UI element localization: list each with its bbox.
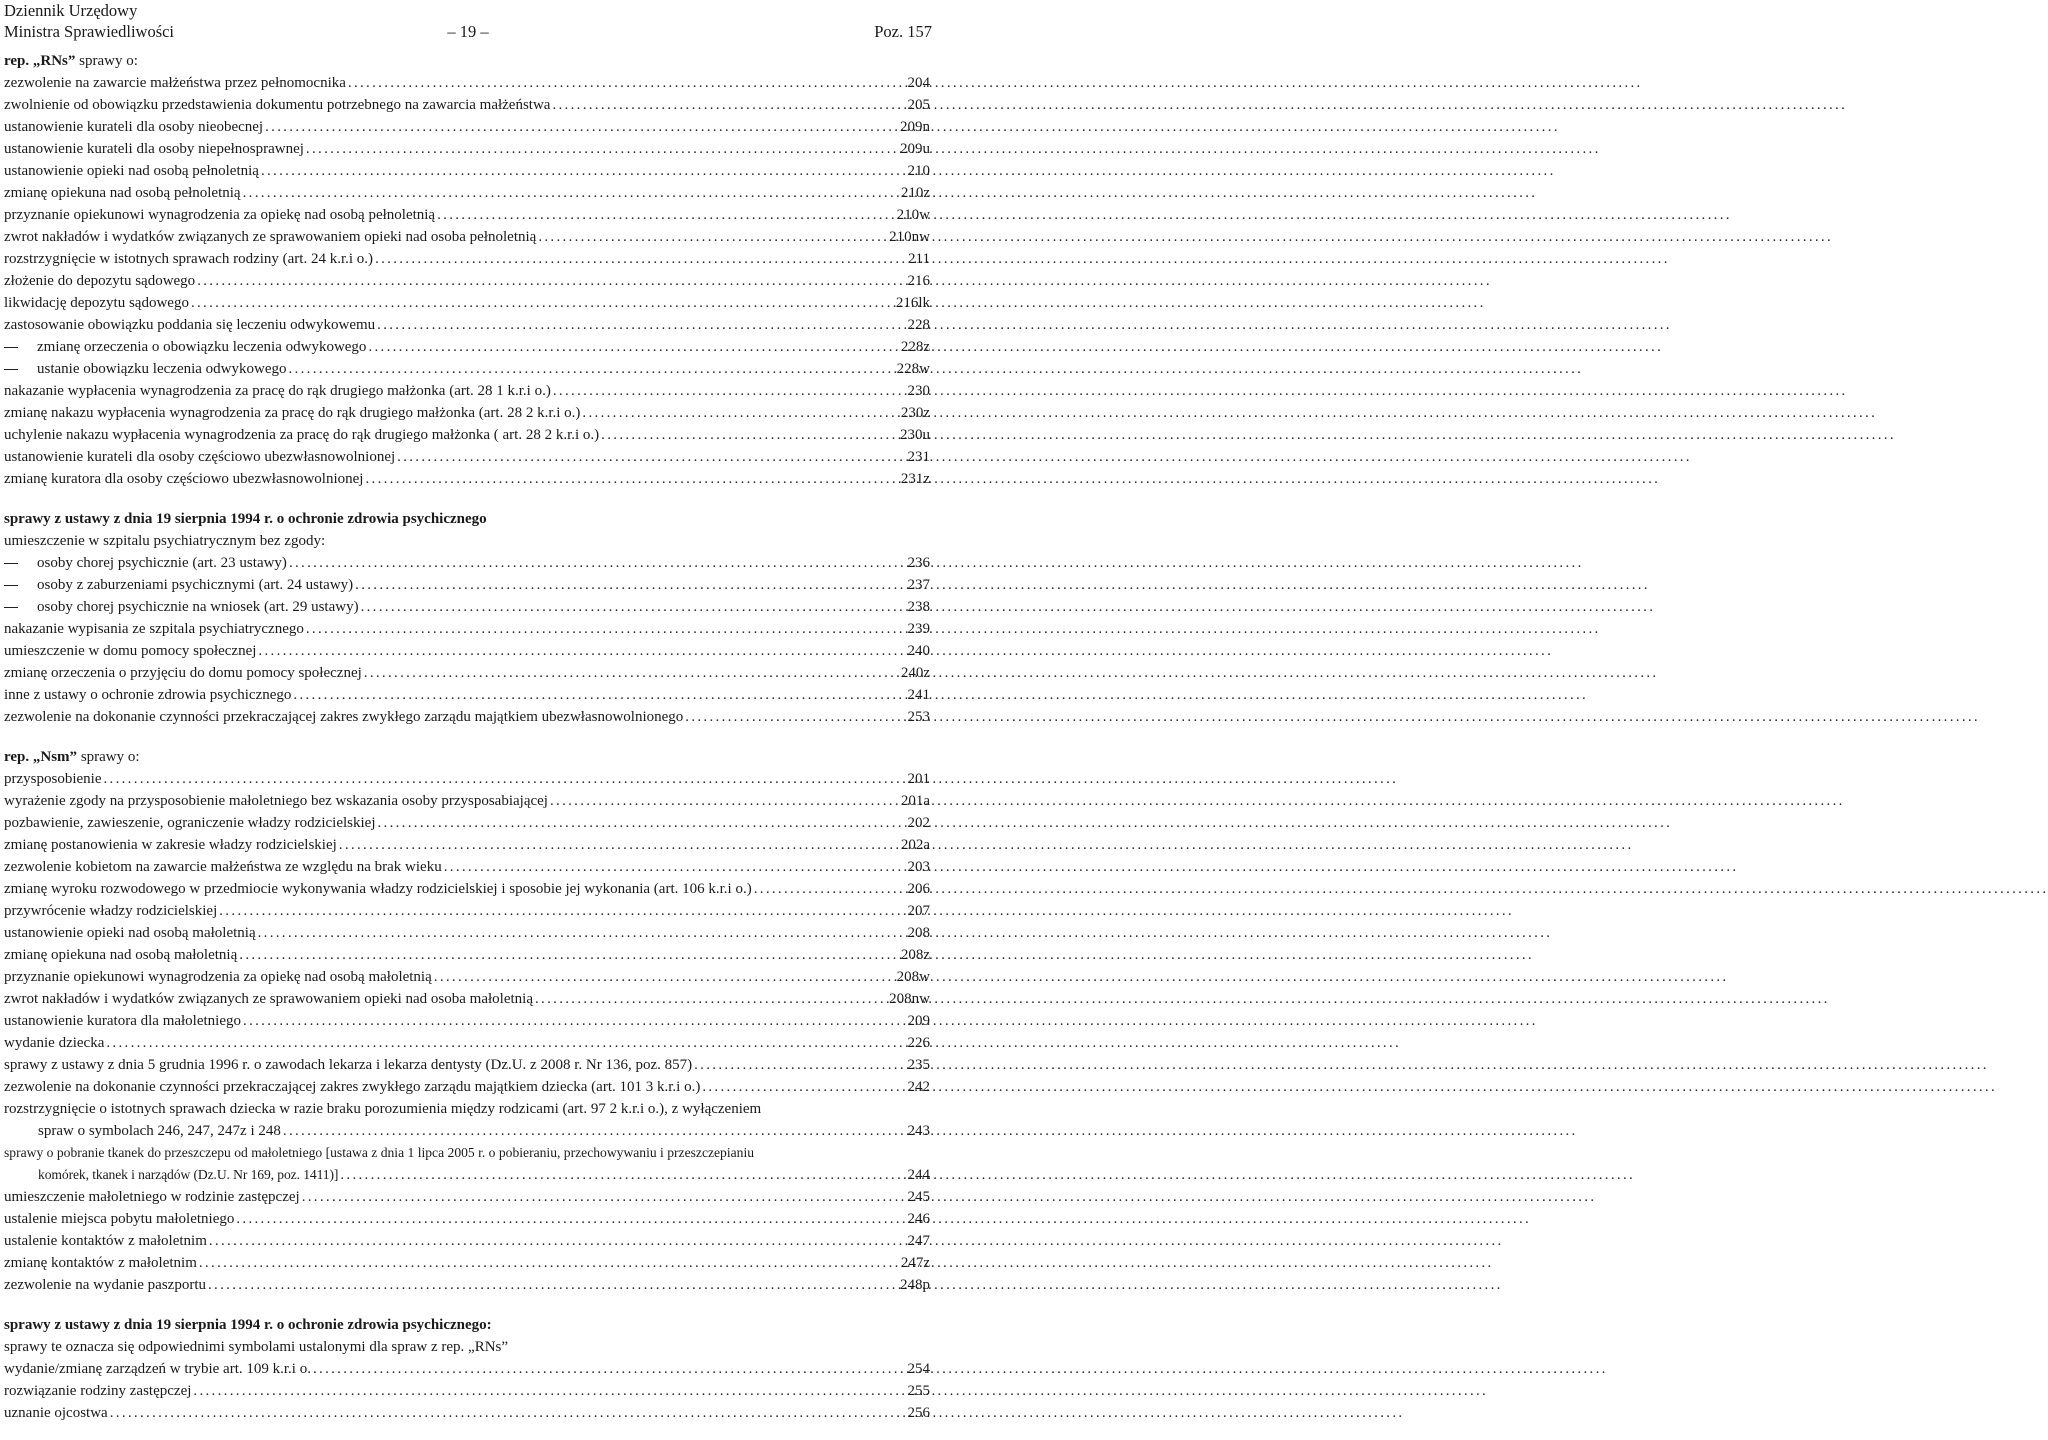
document-page: [0, 0, 960, 1440]
index-entry: [4, 1274, 930, 1296]
entry-text: zezwolenie na dokonanie czynności przekraczającej zakres zwykłego zarządu majątkiem dziecka (art. 101 3 k.r.i o.): [4, 1079, 701, 1095]
dot-leader: [375, 812, 906, 834]
entry-text: zmianę opiekuna nad osobą pełnoletnią: [4, 185, 241, 201]
index-entry: [4, 1120, 930, 1142]
entry-text: ustanowienie kurateli dla osoby niepełnosprawnej: [4, 141, 304, 157]
entry-text: ustanowienie kuratora dla małoletniego: [4, 1013, 242, 1029]
section-heading: [4, 508, 930, 530]
entry-code: 255: [907, 1383, 930, 1399]
entry-text: zmianę orzeczenia o przyjęciu do domu pomocy społecznej: [4, 665, 362, 681]
entry-code: 230z: [900, 405, 930, 421]
index-entry: [4, 1054, 930, 1076]
entry-text: osoby chorej psychicznie (art. 23 ustawy): [4, 552, 287, 574]
entry-code: 256: [907, 1405, 930, 1421]
index-entry: [4, 314, 930, 336]
entry-code: 228w: [896, 361, 930, 377]
dot-leader: [700, 1076, 906, 1098]
journal-title-line1: Dziennik Urzędowy: [4, 1, 138, 20]
entry-code: 211: [908, 251, 930, 267]
entry-text: ustanowienie opieki nad osobą pełnoletnią: [4, 163, 259, 179]
entry-first-line: rozstrzygnięcie o istotnych sprawach dziecka w razie braku porozumienia między rodzicami (art. 97 2 k.r.i o.), z wyłączeniem: [4, 1101, 762, 1117]
case-index: [4, 50, 930, 1424]
index-entry: [4, 204, 930, 226]
dot-leader: [548, 790, 900, 812]
section-heading-normal: sprawy o:: [77, 749, 140, 765]
entry-code: 230u: [900, 427, 930, 443]
position-number: Poz. 157: [874, 22, 932, 41]
index-entry: [4, 552, 930, 574]
dot-leader: [241, 1010, 906, 1032]
dot-leader: [359, 596, 907, 618]
entry-code: 210z: [900, 185, 930, 201]
index-entry: [4, 574, 930, 596]
entry-text: osoby chorej psychicznie na wniosek (art. 29 ustawy): [4, 596, 359, 618]
index-entry: [4, 1402, 930, 1424]
index-entry: [4, 358, 930, 380]
index-entry: [4, 248, 930, 270]
entry-text: nakazanie wypłacenia wynagrodzenia za pracę do rąk drugiego małżonka (art. 28 1 k.r.i o.): [4, 383, 551, 399]
entry-text: przywrócenie władzy rodzicielskiej: [4, 903, 218, 919]
dot-leader: [550, 94, 906, 116]
index-entry: [4, 380, 930, 402]
entry-text: przysposobienie: [4, 771, 102, 787]
entry-code: 230: [907, 383, 930, 399]
entry-code: 209: [907, 1013, 930, 1029]
dot-leader: [338, 1164, 906, 1186]
dot-leader: [395, 446, 906, 468]
entry-code: 231: [907, 449, 930, 465]
dot-leader: [580, 402, 899, 424]
index-entry: [4, 640, 930, 662]
entry-text: komórek, tkanek i narządów (Dz.U. Nr 169, poz. 1411)]: [38, 1167, 339, 1182]
entry-code: 235: [907, 1057, 930, 1073]
entry-code: 246: [907, 1211, 930, 1227]
entry-code: 228: [907, 317, 930, 333]
entry-code: 244: [907, 1167, 930, 1183]
dot-leader: [337, 834, 900, 856]
entry-text: zastosowanie obowiązku poddania się leczeniu odwykowemu: [4, 317, 376, 333]
dot-leader: [363, 468, 899, 490]
section-heading-bold: rep. „Nsm”: [4, 749, 78, 765]
entry-text: sprawy z ustawy z dnia 5 grudnia 1996 r. o zawodach lekarza i lekarza dentysty (Dz.U. z 2008 r. Nr 136, poz. 857): [4, 1057, 693, 1073]
entry-code: 247: [907, 1233, 930, 1249]
index-entry: [4, 1208, 930, 1230]
entry-code: 208z: [900, 947, 930, 963]
entry-code: 207: [907, 903, 930, 919]
entry-text: zmianę kontaktów z małoletnim: [4, 1255, 197, 1271]
index-entry: [4, 618, 930, 640]
index-entry: [4, 1358, 930, 1380]
entry-code: 253: [907, 709, 930, 725]
entry-code: 203: [907, 859, 930, 875]
dot-leader: [291, 684, 906, 706]
entry-code: 240: [907, 643, 930, 659]
entry-code: 201a: [900, 793, 930, 809]
entry-text: ustanie obowiązku leczenia odwykowego: [4, 358, 287, 380]
dot-leader: [304, 618, 907, 640]
index-entry: [4, 1010, 930, 1032]
entry-text: nakazanie wypisania ze szpitala psychiatrycznego: [4, 621, 304, 637]
dot-leader: [195, 270, 906, 292]
entry-text: ustanowienie kurateli dla osoby nieobecnej: [4, 119, 264, 135]
section-heading-bold: sprawy z ustawy z dnia 19 sierpnia 1994 r. o ochronie zdrowia psychicznego: [4, 511, 487, 527]
index-entry: [4, 878, 930, 900]
index-entry: [4, 922, 930, 944]
index-entry: [4, 856, 930, 878]
entry-code: 226: [907, 1035, 930, 1051]
section-spacer: [4, 490, 930, 508]
dot-leader: [189, 292, 895, 314]
entry-text: rozwiązanie rodziny zastępczej: [4, 1383, 192, 1399]
dot-leader: [256, 922, 907, 944]
entry-text: ustalenie kontaktów z małoletnim: [4, 1233, 207, 1249]
entry-code: 236: [907, 555, 930, 571]
entry-text: zezwolenie kobietom na zawarcie małżeństwa ze względu na brak wieku: [4, 859, 442, 875]
entry-code: 206: [907, 881, 930, 897]
dot-leader: [551, 380, 907, 402]
entry-text: umieszczenie w domu pomocy społecznej: [4, 643, 257, 659]
index-entry: [4, 812, 930, 834]
dot-leader: [353, 574, 906, 596]
index-entry: [4, 1164, 930, 1186]
entry-text: umieszczenie małoletniego w rodzinie zastępczej: [4, 1189, 300, 1205]
dot-leader: [752, 878, 907, 900]
entry-code: 209n: [900, 119, 930, 135]
entry-code: 216lk: [895, 295, 930, 311]
index-entry: [4, 226, 930, 248]
entry-text: wydanie dziecka: [4, 1035, 105, 1051]
entry-code: 201: [907, 771, 930, 787]
entry-text: spraw o symbolach 246, 247, 247z i 248: [38, 1123, 281, 1139]
entry-code: 208w: [896, 969, 930, 985]
dot-leader: [287, 358, 896, 380]
entry-code: 209u: [900, 141, 930, 157]
index-entry: [4, 596, 930, 618]
dot-leader: [683, 706, 906, 728]
section-intro: sprawy te oznacza się odpowiednimi symbolami ustalonymi dla spraw z rep. „RNs”: [4, 1339, 509, 1355]
dot-leader: [281, 1120, 907, 1142]
entry-text: przyznanie opiekunowi wynagrodzenia za opiekę nad osobą małoletnią: [4, 969, 432, 985]
entry-text: rozstrzygnięcie w istotnych sprawach rodziny (art. 24 k.r.i o.): [4, 251, 374, 267]
dot-leader: [234, 1208, 906, 1230]
dot-leader: [191, 1380, 906, 1402]
entry-text: likwidację depozytu sądowego: [4, 295, 189, 311]
entry-code: 216: [907, 273, 930, 289]
index-entry: [4, 182, 930, 204]
entry-code: 237: [907, 577, 930, 593]
entry-text: zezwolenie na wydanie paszportu: [4, 1277, 206, 1293]
dot-leader: [101, 768, 906, 790]
entry-text: ustalenie miejsca pobytu małoletniego: [4, 1211, 235, 1227]
entry-code: 238: [907, 599, 930, 615]
entry-text: zmianę postanowienia w zakresie władzy rodzicielskiej: [4, 837, 337, 853]
dot-leader: [373, 248, 907, 270]
entry-code: 204: [907, 75, 930, 91]
section-spacer: [4, 728, 930, 746]
index-entry: [4, 446, 930, 468]
dot-leader: [197, 1252, 900, 1274]
index-entry: [4, 944, 930, 966]
dot-leader: [256, 640, 906, 662]
dot-leader: [104, 1032, 906, 1054]
index-entry: [4, 834, 930, 856]
entry-text: zmianę orzeczenia o obowiązku leczenia odwykowego: [4, 336, 366, 358]
index-entry: [4, 1230, 930, 1252]
entry-code: 205: [907, 97, 930, 113]
index-entry: [4, 94, 930, 116]
section-heading: [4, 50, 930, 72]
index-entry: [4, 292, 930, 314]
index-entry: [4, 468, 930, 490]
entry-text: zmianę wyroku rozwodowego w przedmiocie wykonywania władzy rodzicielskiej i sposobie jej wykonania (art. 106 k.r.i o.): [4, 881, 752, 897]
page-number: – 19 –: [447, 22, 489, 41]
entry-text: zezwolenie na zawarcie małżeństwa przez pełnomocnika: [4, 75, 346, 91]
index-entry: [4, 662, 930, 684]
entry-code: 210w: [896, 207, 930, 223]
entry-text: zwrot nakładów i wydatków związanych ze sprawowaniem opieki nad osoba małoletnią: [4, 991, 533, 1007]
dot-leader: [442, 856, 907, 878]
entry-text: pozbawienie, zawieszenie, ograniczenie władzy rodzicielskiej: [4, 815, 376, 831]
index-entry: [4, 900, 930, 922]
entry-text: zmianę opiekuna nad osobą małoletnią: [4, 947, 238, 963]
dot-leader: [206, 1274, 899, 1296]
section-heading-bold: rep. „RNs”: [4, 53, 76, 69]
index-entry: [4, 1252, 930, 1274]
entry-code: 248p: [900, 1277, 930, 1293]
entry-text: zwolnienie od obowiązku przedstawienia dokumentu potrzebnego na zawarcia małżeństwa: [4, 97, 551, 113]
entry-code: 243: [907, 1123, 930, 1139]
dot-leader: [599, 424, 899, 446]
index-entry: [4, 1076, 930, 1098]
entry-code: 210: [907, 163, 930, 179]
index-entry: [4, 1186, 930, 1208]
entry-first-line: sprawy o pobranie tkanek do przeszczepu od małoletniego [ustawa z dnia 1 lipca 2005 r. o pobieraniu, przechowywaniu i przeszczepianiu: [4, 1145, 755, 1160]
index-entry: [4, 768, 930, 790]
index-entry: [4, 988, 930, 1010]
entry-text: złożenie do depozytu sądowego: [4, 273, 196, 289]
entry-text: ustanowienie kurateli dla osoby częściowo ubezwłasnowolnionej: [4, 449, 396, 465]
entry-text: przyznanie opiekunowi wynagrodzenia za opiekę nad osobą pełnoletnią: [4, 207, 436, 223]
entry-text: osoby z zaburzeniami psychicznymi (art. 24 ustawy): [4, 574, 353, 596]
entry-text: wyrażenie zgody na przysposobienie małoletniego bez wskazania osoby przysposabiającej: [4, 793, 548, 809]
entry-code: 242: [907, 1079, 930, 1095]
dot-leader: [241, 182, 900, 204]
dot-leader: [375, 314, 906, 336]
entry-code: 245: [907, 1189, 930, 1205]
dot-leader: [287, 552, 907, 574]
section-heading: [4, 746, 930, 768]
index-entry: [4, 790, 930, 812]
entry-text: zmianę kuratora dla osoby częściowo ubezwłasnowolnionej: [4, 471, 364, 487]
page-header: [4, 0, 932, 44]
entry-text: zwrot nakładów i wydatków związanych ze sprawowaniem opieki nad osoba pełnoletnią: [4, 229, 537, 245]
entry-code: 208nw: [889, 991, 930, 1007]
entry-code: 247z: [900, 1255, 930, 1271]
journal-title-line2: Ministra Sprawiedliwości: [4, 22, 175, 41]
index-entry: [4, 1380, 930, 1402]
dot-leader: [362, 662, 900, 684]
index-entry: [4, 270, 930, 292]
entry-code: 240z: [900, 665, 930, 681]
entry-code: 239: [907, 621, 930, 637]
entry-code: 231z: [900, 471, 930, 487]
dot-leader: [432, 966, 896, 988]
dot-leader: [346, 72, 907, 94]
section-heading-bold: sprawy z ustawy z dnia 19 sierpnia 1994 r. o ochronie zdrowia psychicznego:: [4, 1317, 492, 1333]
dot-leader: [259, 160, 907, 182]
entry-code: 208: [907, 925, 930, 941]
entry-code: 202a: [900, 837, 930, 853]
dot-leader: [692, 1054, 906, 1076]
index-entry: [4, 1032, 930, 1054]
entry-text: inne z ustawy o ochronie zdrowia psychicznego: [4, 687, 292, 703]
entry-text: uznanie ojcostwa: [4, 1405, 108, 1421]
index-entry: [4, 116, 930, 138]
dot-leader: [533, 988, 888, 1010]
index-entry: [4, 684, 930, 706]
dot-leader: [536, 226, 888, 248]
dot-leader: [207, 1230, 907, 1252]
entry-text: zmianę nakazu wypłacenia wynagrodzenia za pracę do rąk drugiego małżonka (art. 28 2 k.r.i o.): [4, 405, 581, 421]
dot-leader: [217, 900, 906, 922]
dot-leader: [304, 138, 899, 160]
entry-code: 228z: [900, 339, 930, 355]
index-entry: [4, 966, 930, 988]
section-heading-normal: sprawy o:: [75, 53, 138, 69]
entry-code: 254: [907, 1361, 930, 1377]
dot-leader: [435, 204, 896, 226]
dot-leader: [366, 336, 899, 358]
entry-text: uchylenie nakazu wypłacenia wynagrodzenia za pracę do rąk drugiego małżonka ( art. 28 2 k.r.i o.): [4, 427, 600, 443]
entry-text: ustanowienie opieki nad osobą małoletnią: [4, 925, 256, 941]
section-spacer: [4, 1296, 930, 1314]
entry-text: wydanie/zmianę zarządzeń w trybie art. 109 k.r.i o.: [4, 1361, 311, 1377]
index-entry: [4, 402, 930, 424]
index-entry: [4, 138, 930, 160]
entry-code: 210nw: [889, 229, 930, 245]
index-entry: [4, 336, 930, 358]
section-intro: umieszczenie w szpitalu psychiatrycznym bez zgody:: [4, 533, 326, 549]
dot-leader: [263, 116, 899, 138]
dot-leader: [300, 1186, 907, 1208]
dot-leader: [237, 944, 900, 966]
dot-leader: [108, 1402, 907, 1424]
entry-code: 202: [907, 815, 930, 831]
index-entry: [4, 706, 930, 728]
entry-text: zezwolenie na dokonanie czynności przekraczającej zakres zwykłego zarządu majątkiem ubezwłasnowolnionego: [4, 709, 684, 725]
index-entry: [4, 72, 930, 94]
entry-code: 241: [907, 687, 930, 703]
index-entry: [4, 424, 930, 446]
index-entry: [4, 160, 930, 182]
dot-leader: [311, 1358, 907, 1380]
section-heading: [4, 1314, 930, 1336]
